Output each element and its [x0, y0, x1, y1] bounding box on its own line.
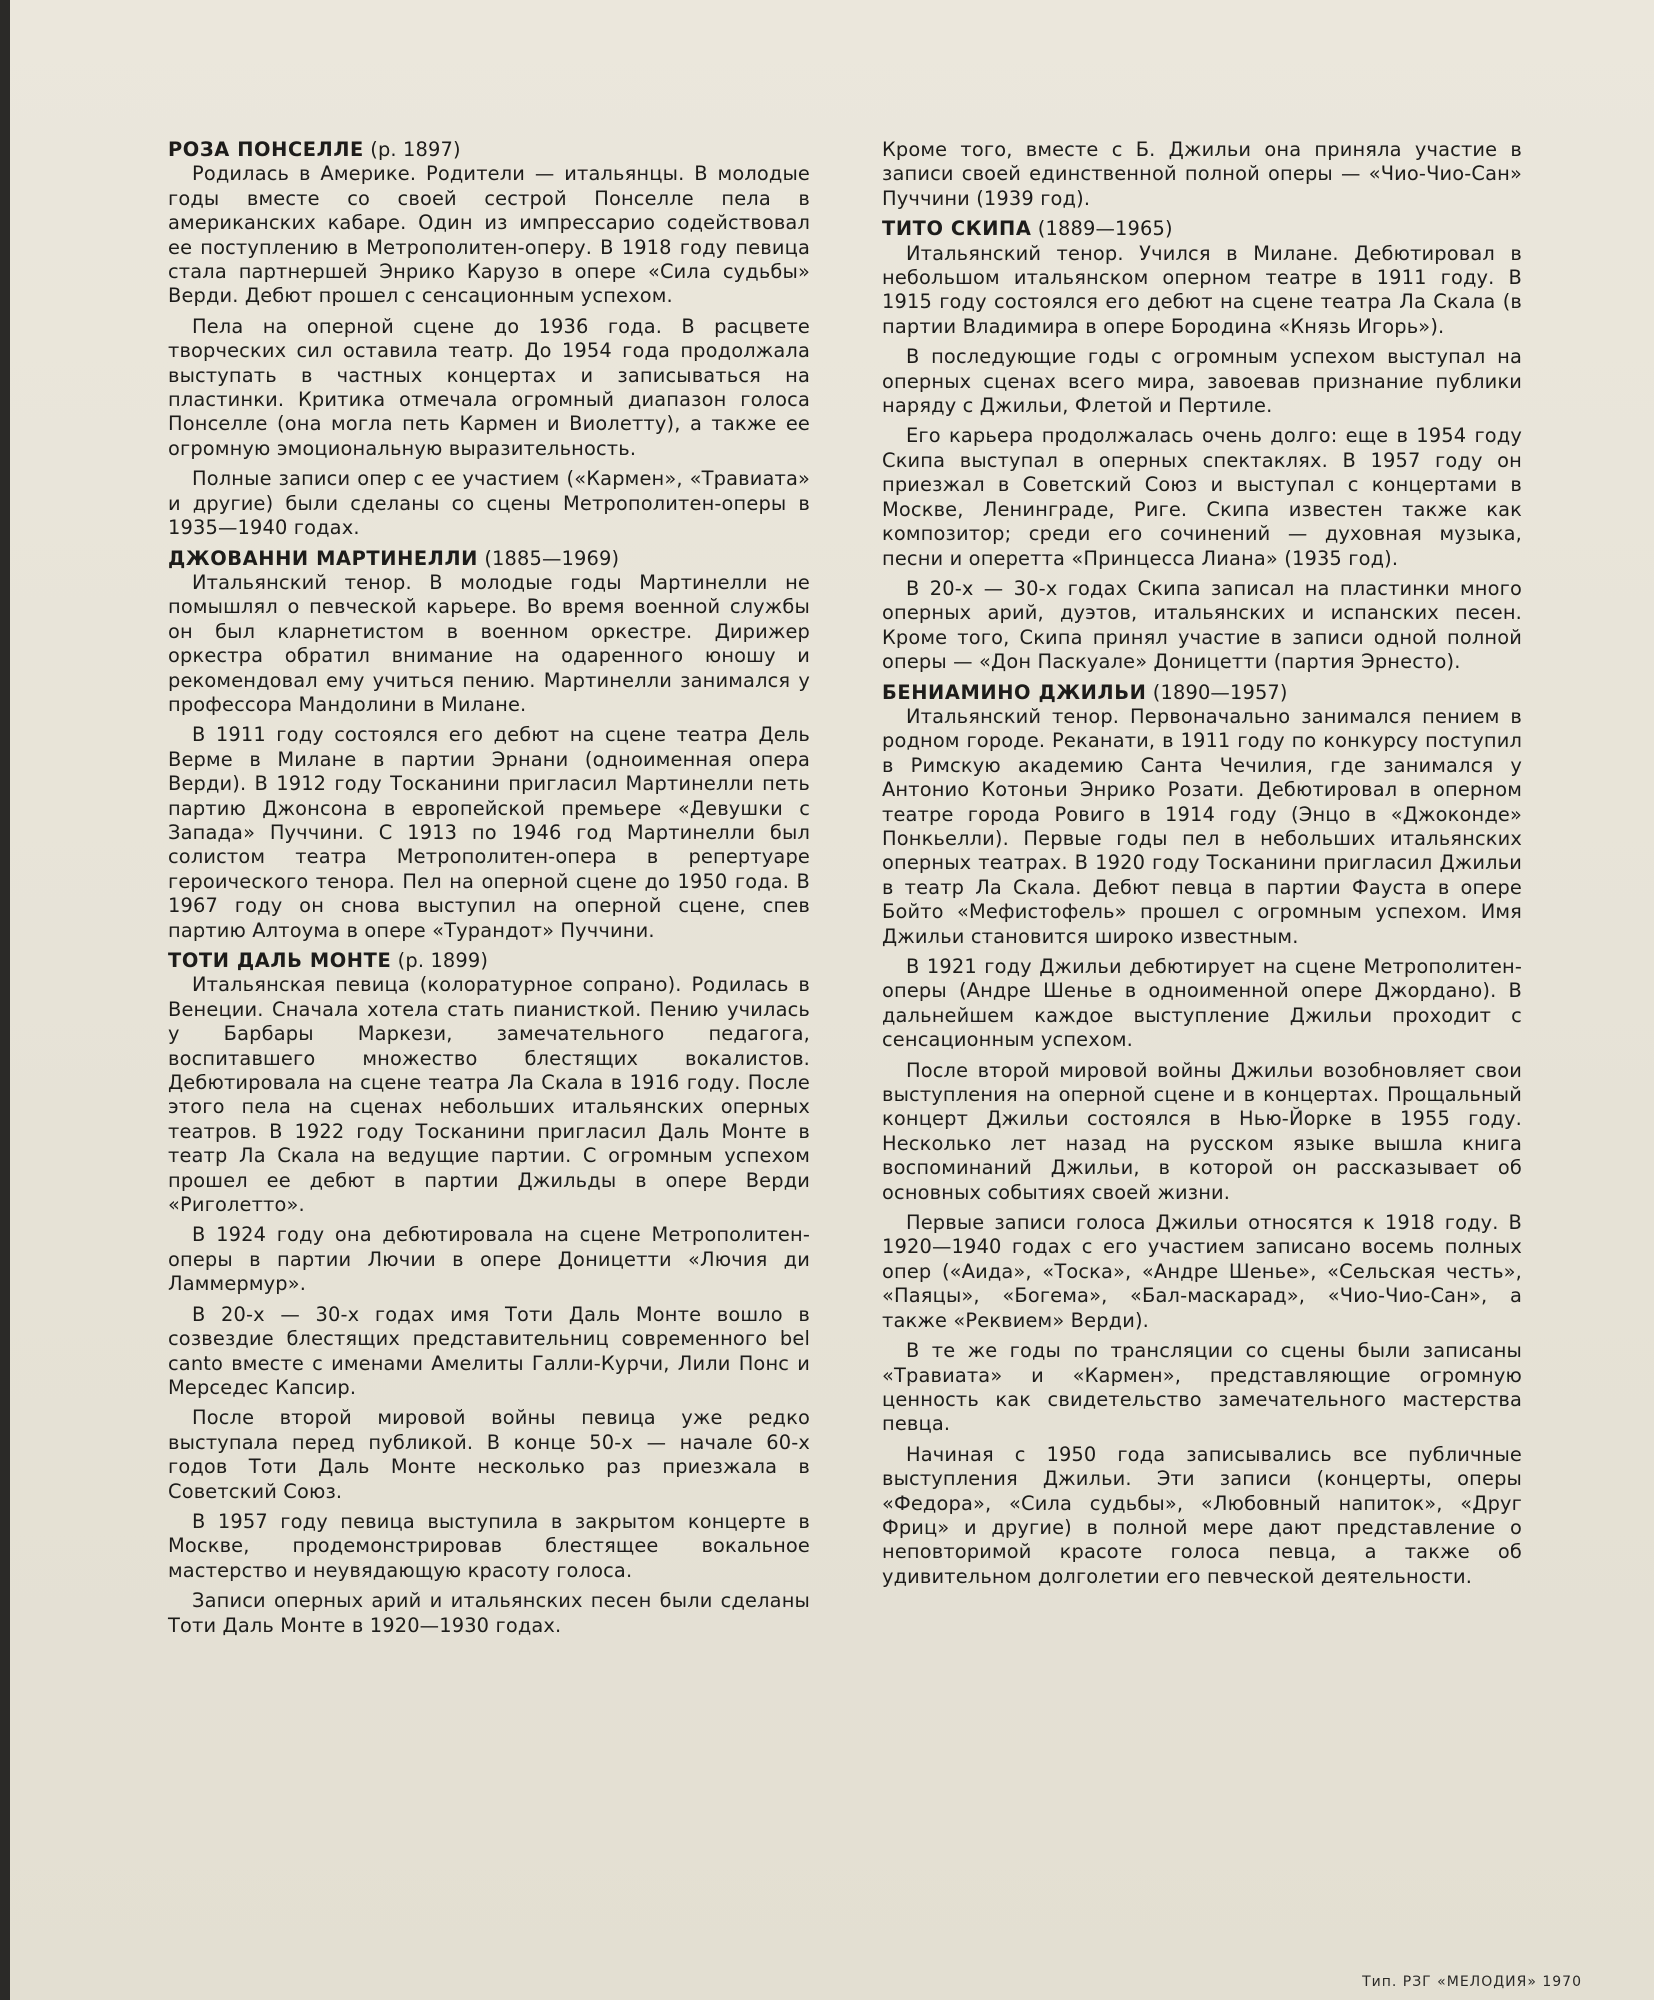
singer-name: ДЖОВАННИ МАРТИНЕЛЛИ [168, 546, 478, 570]
section-heading [168, 949, 810, 973]
bio-paragraph: В 1957 году певица выступила в закрытом концерте в Москве, продемонстрировав блестящее вокальное мастерство и неувядающую красоту голоса. [168, 1509, 810, 1582]
section-heading [168, 138, 810, 162]
bio-paragraph: В 20-х — 30-х годах Скипа записал на пластинки много оперных арий, дуэтов, итальянских и испанских песен. Кроме того, Скипа принял участие в записи одной полной оперы — «Дон Паскуале» Доницетти (партия Эрнесто). [882, 576, 1522, 674]
bio-paragraph: Начиная с 1950 года записывались все публичные выступления Джильи. Эти записи (концерты, оперы «Федора», «Сила судьбы», «Любовный напиток», «Друг Фриц» и другие) в полной мере дают представление о неповторимой красоте голоса певца, а также об удивительном долголетии его певческой деятельности. [882, 1442, 1522, 1588]
singer-dates: (1890—1957) [1152, 680, 1288, 704]
bio-paragraph: Итальянский тенор. Учился в Милане. Дебютировал в небольшом итальянском оперном театре в 1911 году. В 1915 году состоялся его дебют на сцене театра Ла Скала (в партии Владимира в опере Бородина «Князь Игорь»). [882, 241, 1522, 338]
printer-colophon: Тип. РЗГ «МЕЛОДИЯ» 1970 [1362, 1974, 1582, 1990]
bio-paragraph: В те же годы по трансляции со сцены были записаны «Травиата» и «Кармен», представляющие огромную ценность как свидетельство замечательного мастерства певца. [882, 1339, 1522, 1436]
bio-paragraph: Первые записи голоса Джильи относятся к 1918 году. В 1920—1940 годах с его участием записано восемь полных опер («Аида», «Тоска», «Андре Шенье», «Сельская честь», «Паяцы», «Богема», «Бал-маскарад», «Чио-Чио-Сан», а также «Реквием» Верди). [882, 1211, 1522, 1332]
bio-paragraph: В 1924 году она дебютировала на сцене Метрополитен-оперы в партии Лючии в опере Доницетти «Лючия ди Ламмермур». [168, 1223, 810, 1296]
bio-paragraph: Итальянская певица (колоратурное сопрано). Родилась в Венеции. Сначала хотела стать пианисткой. Пению училась у Барбары Маркези, замечательного педагога, воспитавшего множество блестящих вокалистов. Дебютировала на сцене театра Ла Скала в 1916 году. После этого пела на сценах небольших итальянских оперных театров. В 1922 году Тосканини пригласил Даль Монте в театр Ла Скала на ведущие партии. С огромным успехом прошел ее дебют в партии Джильды в опере Верди «Риголетто». [168, 973, 810, 1217]
bio-paragraph: Итальянский тенор. В молодые годы Мартинелли не помышлял о певческой карьере. Во время военной службы он был кларнетистом в военном оркестре. Дирижер оркестра обратил внимание на одаренного юношу и рекомендовал ему учиться пению. Мартинелли занимался у профессора Мандолини в Милане. [168, 570, 810, 716]
right-column [882, 138, 1522, 1595]
singer-name: БЕНИАМИНО ДЖИЛЬИ [882, 680, 1147, 704]
bio-section-schipa [882, 217, 1522, 674]
singer-dates: (1889—1965) [1037, 217, 1173, 241]
singer-dates: (1885—1969) [484, 546, 620, 570]
continued-paragraph: Кроме того, вместе с Б. Джильи она приняла участие в записи своей единственной полной оперы — «Чио-Чио-Сан» Пуччини (1939 год). [882, 138, 1522, 210]
section-heading [168, 547, 810, 571]
singer-dates: (р. 1897) [370, 138, 461, 161]
record-sleeve-page [10, 0, 1654, 2000]
singer-name: ТОТИ ДАЛЬ МОНТЕ [168, 949, 392, 972]
singer-dates: (р. 1899) [397, 949, 489, 972]
bio-paragraph: В 1911 году состоялся его дебют на сцене театра Дель Верме в Милане в партии Эрнани (одноименная опера Верди). В 1912 году Тосканини пригласил Мартинелли петь партию Джонсона в европейской премьере «Девушки с Запада» Пуччини. С 1913 по 1946 год Мартинелли был солистом театра Метрополитен-опера в репертуаре героического тенора. Пел на оперной сцене до 1950 года. В 1967 году он снова выступил на оперной сцене, спев партию Алтоума в опере «Турандот» Пуччини. [168, 723, 810, 942]
bio-paragraph: Пела на оперной сцене до 1936 года. В расцвете творческих сил оставила театр. До 1954 года продолжала выступать в частных концертах и записываться на пластинки. Критика отмечала огромный диапазон голоса Понселле (она могла петь Кармен и Виолетту), а также ее огромную эмоциональную выразительность. [168, 314, 810, 460]
bio-paragraph: В 20-х — 30-х годах имя Тоти Даль Монте вошло в созвездие блестящих представительниц современного bel canto вместе с именами Амелиты Галли-Курчи, Лили Понс и Мерседес Капсир. [168, 1302, 810, 1399]
bio-paragraph: После второй мировой войны Джильи возобновляет свои выступления на оперной сцене и в концертах. Прощальный концерт Джильи состоялся в Нью-Йорке в 1955 году. Несколько лет назад на русском языке вышла книга воспоминаний Джильи, в которой он рассказывает об основных событиях своей жизни. [882, 1058, 1522, 1204]
bio-section-gigli [882, 681, 1522, 1590]
bio-section-martinelli [168, 547, 810, 944]
bio-paragraph: Итальянский тенор. Первоначально занимался пением в родном городе. Реканати, в 1911 году по конкурсу поступил в Римскую академию Санта Чечилия, где занимался у Антонио Котоньи Энрико Розати. Дебютировал в оперном театре города Ровиго в 1914 году (Энцо в «Джоконде» Понкьелли). Первые годы пел в небольших итальянских оперных театрах. В 1920 году Тосканини пригласил Джильи в театр Ла Скала. Дебют певца в партии Фауста в опере Бойто «Мефистофель» прошел с огромным успехом. Имя Джильи становится широко известным. [882, 704, 1522, 948]
left-column [168, 138, 810, 1644]
bio-paragraph: Его карьера продолжалась очень долго: еще в 1954 году Скипа выступал в оперных спектаклях. В 1957 году он приезжал в Советский Союз и выступал с концертами в Москве, Ленинграде, Риге. Скипа известен также как композитор; среди его сочинений — духовная музыка, песни и оперетта «Принцесса Лиана» (1935 год). [882, 424, 1522, 570]
section-heading [882, 217, 1522, 241]
bio-paragraph: В последующие годы с огромным успехом выступал на оперных сценах всего мира, завоевав признание публики наряду с Джильи, Флетой и Пертиле. [882, 345, 1522, 418]
bio-paragraph: Записи оперных арий и итальянских песен были сделаны Тоти Даль Монте в 1920—1930 годах. [168, 1589, 810, 1637]
singer-name: ТИТО СКИПА [882, 217, 1032, 241]
bio-section-ponselle [168, 138, 810, 541]
bio-paragraph: В 1921 году Джильи дебютирует на сцене Метрополитен-оперы (Андре Шенье в одноименной опере Джордано). В дальнейшем каждое выступление Джильи проходит с сенсационным успехом. [882, 955, 1522, 1052]
bio-paragraph: Полные записи опер с ее участием («Кармен», «Травиата» и другие) были сделаны со сцены Метрополитен-оперы в 1935—1940 годах. [168, 467, 810, 540]
section-heading [882, 681, 1522, 705]
bio-paragraph: После второй мировой войны певица уже редко выступала перед публикой. В конце 50-х — начале 60-х годов Тоти Даль Монте несколько раз приезжала в Советский Союз. [168, 1406, 810, 1503]
bio-paragraph: Родилась в Америке. Родители — итальянцы. В молодые годы вместе со своей сестрой Понселле пела в американских кабаре. Один из импрессарио содействовал ее поступлению в Метрополитен-оперу. В 1918 году певица стала партнершей Энрико Карузо в опере «Сила судьбы» Верди. Дебют прошел с сенсационным успехом. [168, 162, 810, 308]
bio-section-dal-monte [168, 949, 810, 1638]
singer-name: РОЗА ПОНСЕЛЛЕ [168, 138, 364, 161]
